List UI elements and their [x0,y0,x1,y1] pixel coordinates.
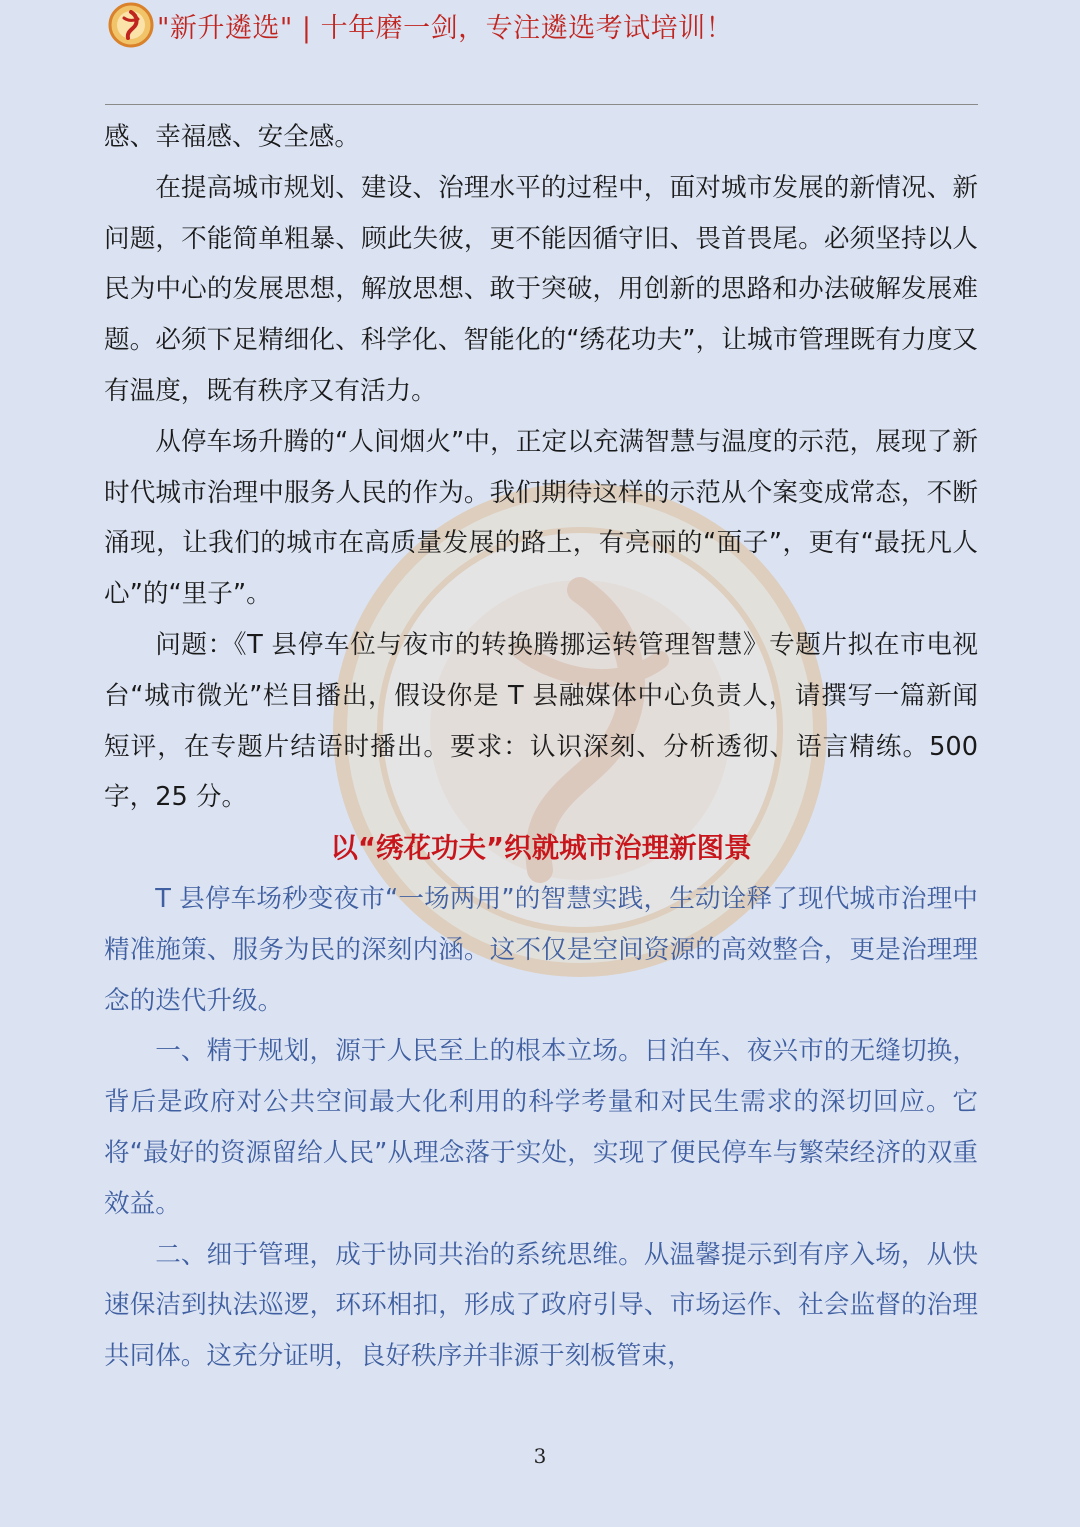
essay-point-one: 一、精于规划，源于人民至上的根本立场。日泊车、夜兴市的无缝切换，背后是政府对公共空间最大化利用的科学考量和对民生需求的深切回应。它将“最好的资源留给人民”从理念落于实处，实现了便民停车与繁荣经济的双重效益。 [104,1036,978,1219]
page-number: 3 [533,1444,547,1468]
paragraph-continuation: 感、幸福感、安全感。 [104,122,360,152]
page-header [105,52,978,105]
document-body [104,112,978,1382]
essay-point-two: 二、细于管理，成于协同共治的系统思维。从温馨提示到有序入场，从快速保洁到执法巡逻，环环相扣，形成了政府引导、市场运作、社会监督的治理共同体。这充分证明，良好秩序并非源于刻板管束， [104,1239,978,1372]
brand-logo-icon [108,2,154,48]
paragraph-urban-governance: 在提高城市规划、建设、治理水平的过程中，面对城市发展的新情况、新问题，不能简单粗暴、顾此失彼，更不能因循守旧、畏首畏尾。必须坚持以人民为中心的发展思想，解放思想、敢于突破，用创新的思路和办法破解发展难题。必须下足精细化、科学化、智能化的“绣花功夫”，让城市管理既有力度又有温度，既有秩序又有活力。 [104,172,978,406]
essay-intro: T 县停车场秒变夜市“一场两用”的智慧实践，生动诠释了现代城市治理中精准施策、服务为民的深刻内涵。这不仅是空间资源的高效整合，更是治理理念的迭代升级。 [104,883,978,1016]
essay-title: 以“绣花功夫”织就城市治理新图景 [330,832,752,865]
header-slogan: "新升遴选" | 十年磨一剑，专注遴选考试培训！ [157,13,734,44]
question-prompt: 问题：《T 县停车位与夜市的转换腾挪运转管理智慧》专题片拟在市电视台“城市微光”栏目播出，假设你是 T 县融媒体中心负责人，请撰写一篇新闻短评，在专题片结语时播出。要求：认识深刻、分析透彻、语言精练。500 字，25 分。 [104,629,978,813]
paragraph-zhengding-example: 从停车场升腾的“人间烟火”中，正定以充满智慧与温度的示范，展现了新时代城市治理中服务人民的作为。我们期待这样的示范从个案变成常态，不断涌现，让我们的城市在高质量发展的路上，有亮丽的“面子”，更有“最抚凡人心”的“里子”。 [104,426,978,610]
